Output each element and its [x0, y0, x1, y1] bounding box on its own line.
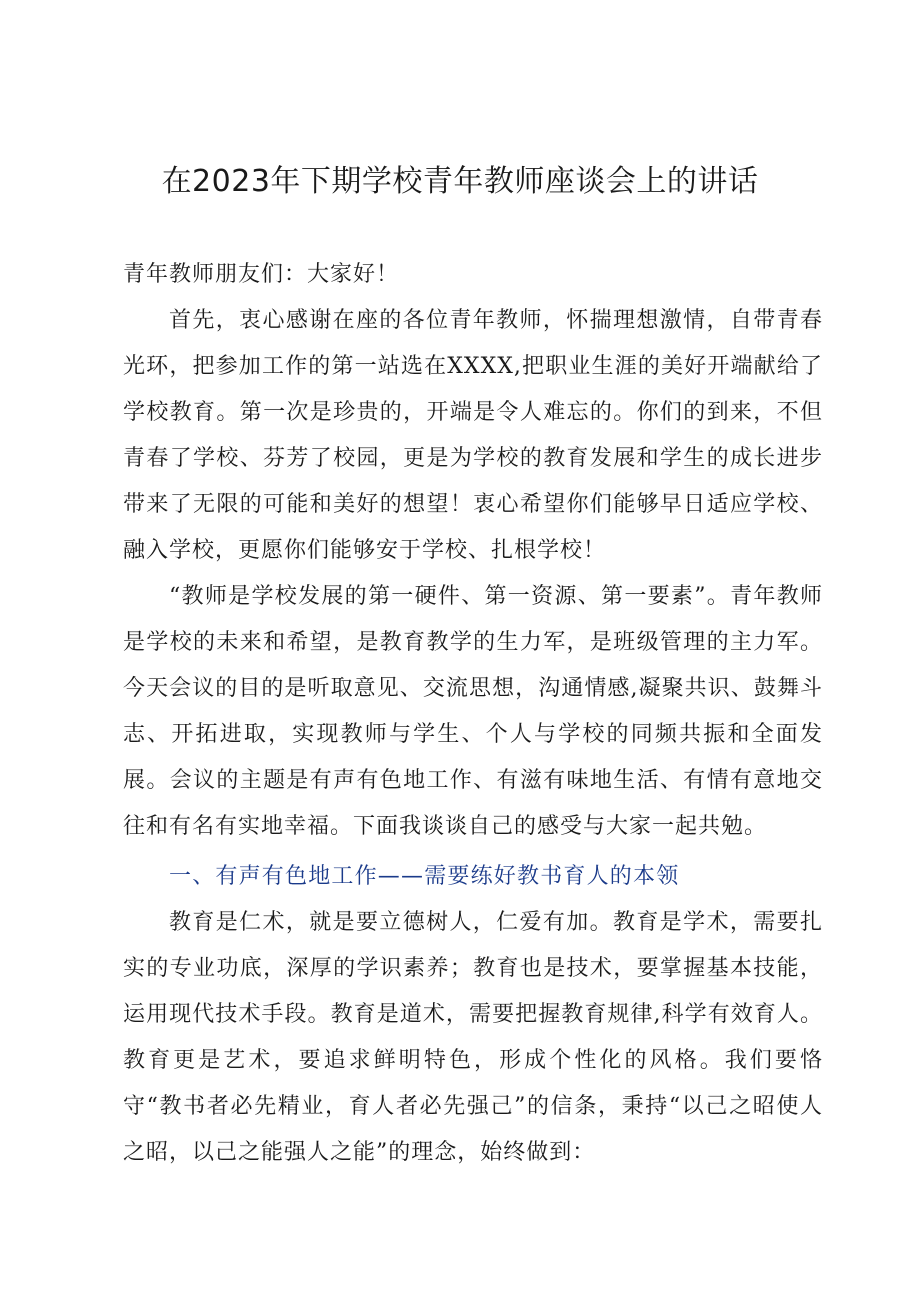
paragraph-purpose: “教师是学校发展的第一硬件、第一资源、第一要素”。青年教师是学校的未来和希望，是教育教学的生力军，是班级管理的主力军。今天会议的目的是听取意见、交流思想，沟通情感,凝聚共识、鼓舞斗志、开拓进取，实现教师与学生、个人与学校的同频共振和全面发展。会议的主题是有声有色地工作、有滋有味地生活、有情有意地交往和有名有实地幸福。下面我谈谈自己的感受与大家一起共勉。: [123, 584, 823, 839]
section-heading: 一、有声有色地工作——需要练好教书育人的本领: [169, 864, 680, 889]
paragraph-section-one: 教育是仁术，就是要立德树人，仁爱有加。教育是学术，需要扎实的专业功底，深厚的学识素养；教育也是技术，要掌握基本技能，运用现代技术手段。教育是道术，需要把握教育规律,科学有效育人。教育更是艺术，要追求鲜明特色，形成个性化的风格。我们要恪守“教书者必先精业，育人者必先强己”的信条，秉持“以己之昭使人之昭，以己之能强人之能”的理念，始终做到：: [123, 910, 823, 1165]
greeting: 青年教师朋友们：大家好！: [123, 262, 400, 287]
document-title: 在2023年下期学校青年教师座谈会上的讲话: [161, 164, 759, 199]
paragraph-intro: 首先，衷心感谢在座的各位青年教师，怀揣理想激情，自带青春光环，把参加工作的第一站选在XXXX,把职业生涯的美好开端献给了学校教育。第一次是珍贵的，开端是令人难忘的。你们的到来，不但青春了学校、芬芳了校园，更是为学校的教育发展和学生的成长进步带来了无限的可能和美好的想望！衷心希望你们能够早日适应学校、融入学校，更愿你们能够安于学校、扎根学校！: [123, 308, 823, 563]
document-body: [123, 252, 823, 1176]
